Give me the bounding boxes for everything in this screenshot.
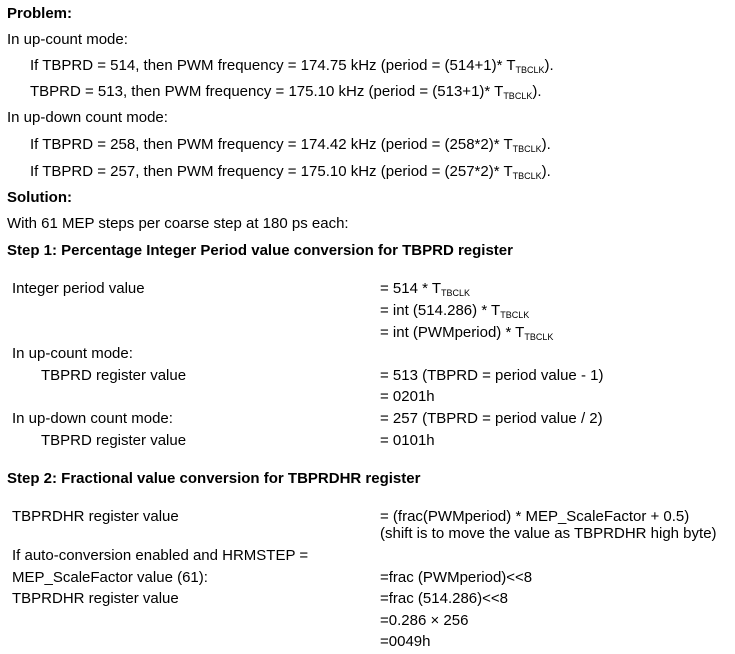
step2-val4: =0049h [380, 633, 431, 650]
step2-mep-val: =frac (PWMperiod)<<8 [380, 569, 533, 586]
step1-tbprd-label-2: TBPRD register value [41, 432, 187, 449]
step2-val3: =0.286 × 256 [380, 612, 469, 629]
problem-updown-line2: If TBPRD = 257, then PWM frequency = 175.10 kHz (period = (257*2)* $T_{TBCLK}$). [30, 163, 551, 181]
solution-intro: With 61 MEP steps per coarse step at 180 ps each: [7, 215, 349, 232]
step2-tbprdhr-label-2: TBPRDHR register value [12, 590, 179, 607]
step1-integer-period-label: Integer period value [12, 280, 145, 297]
step1-upcount-val2: = 0201h [380, 388, 435, 405]
step1-tbprd-label: TBPRD register value [41, 367, 187, 384]
step1-upcount-val1: = 513 (TBPRD = period value - 1) [380, 367, 604, 384]
problem-upcount-line2: TBPRD = 513, then PWM frequency = 175.10 kHz (period = (513+1)* $T_{TBCLK}$). [30, 83, 542, 101]
problem-heading: Problem: [7, 5, 73, 22]
step1-updown-label: In up-down count mode: [12, 410, 173, 427]
problem-updown-line1: If TBPRD = 258, then PWM frequency = 174.42 kHz (period = (258*2)* $T_{TBCLK}$). [30, 136, 551, 154]
step1-val2: = int $(514.286) * T_{TBCLK}$ [380, 302, 530, 320]
problem-updown-label: In up-down count mode: [7, 109, 168, 126]
step2-heading: Step 2: Fractional value conversion for TBPRDHR register [7, 470, 421, 487]
step1-updown-val2: = 0101h [380, 432, 435, 449]
step2-val1: = (frac(PWMperiod) * MEP_ScaleFactor + 0.5) [380, 508, 690, 525]
step2-val2: =frac (514.286)<<8 [380, 590, 509, 607]
step1-val1: = $514 * T_{TBCLK}$ [380, 280, 471, 298]
step1-val3: = int (PWMperiod) * $T_{TBCLK}$ [380, 324, 554, 342]
problem-upcount-line1: If TBPRD = 514, then PWM frequency = 174.75 kHz (period = (514+1)* $T_{TBCLK}$). [30, 57, 554, 75]
solution-heading: Solution: [7, 189, 72, 206]
step1-updown-val1: = 257 (TBPRD = period value / 2) [380, 410, 603, 427]
step2-auto-label: If auto-conversion enabled and HRMSTEP = [12, 547, 309, 564]
step1-heading: Step 1: Percentage Integer Period value conversion for TBPRD register [7, 242, 513, 259]
step2-val1-note: (shift is to move the value as TBPRDHR high byte) [380, 525, 717, 542]
step2-tbprdhr-label: TBPRDHR register value [12, 508, 179, 525]
problem-upcount-label: In up-count mode: [7, 31, 128, 48]
step1-upcount-label: In up-count mode: [12, 345, 133, 362]
step2-mep-label: MEP_ScaleFactor value (61): [12, 569, 208, 586]
